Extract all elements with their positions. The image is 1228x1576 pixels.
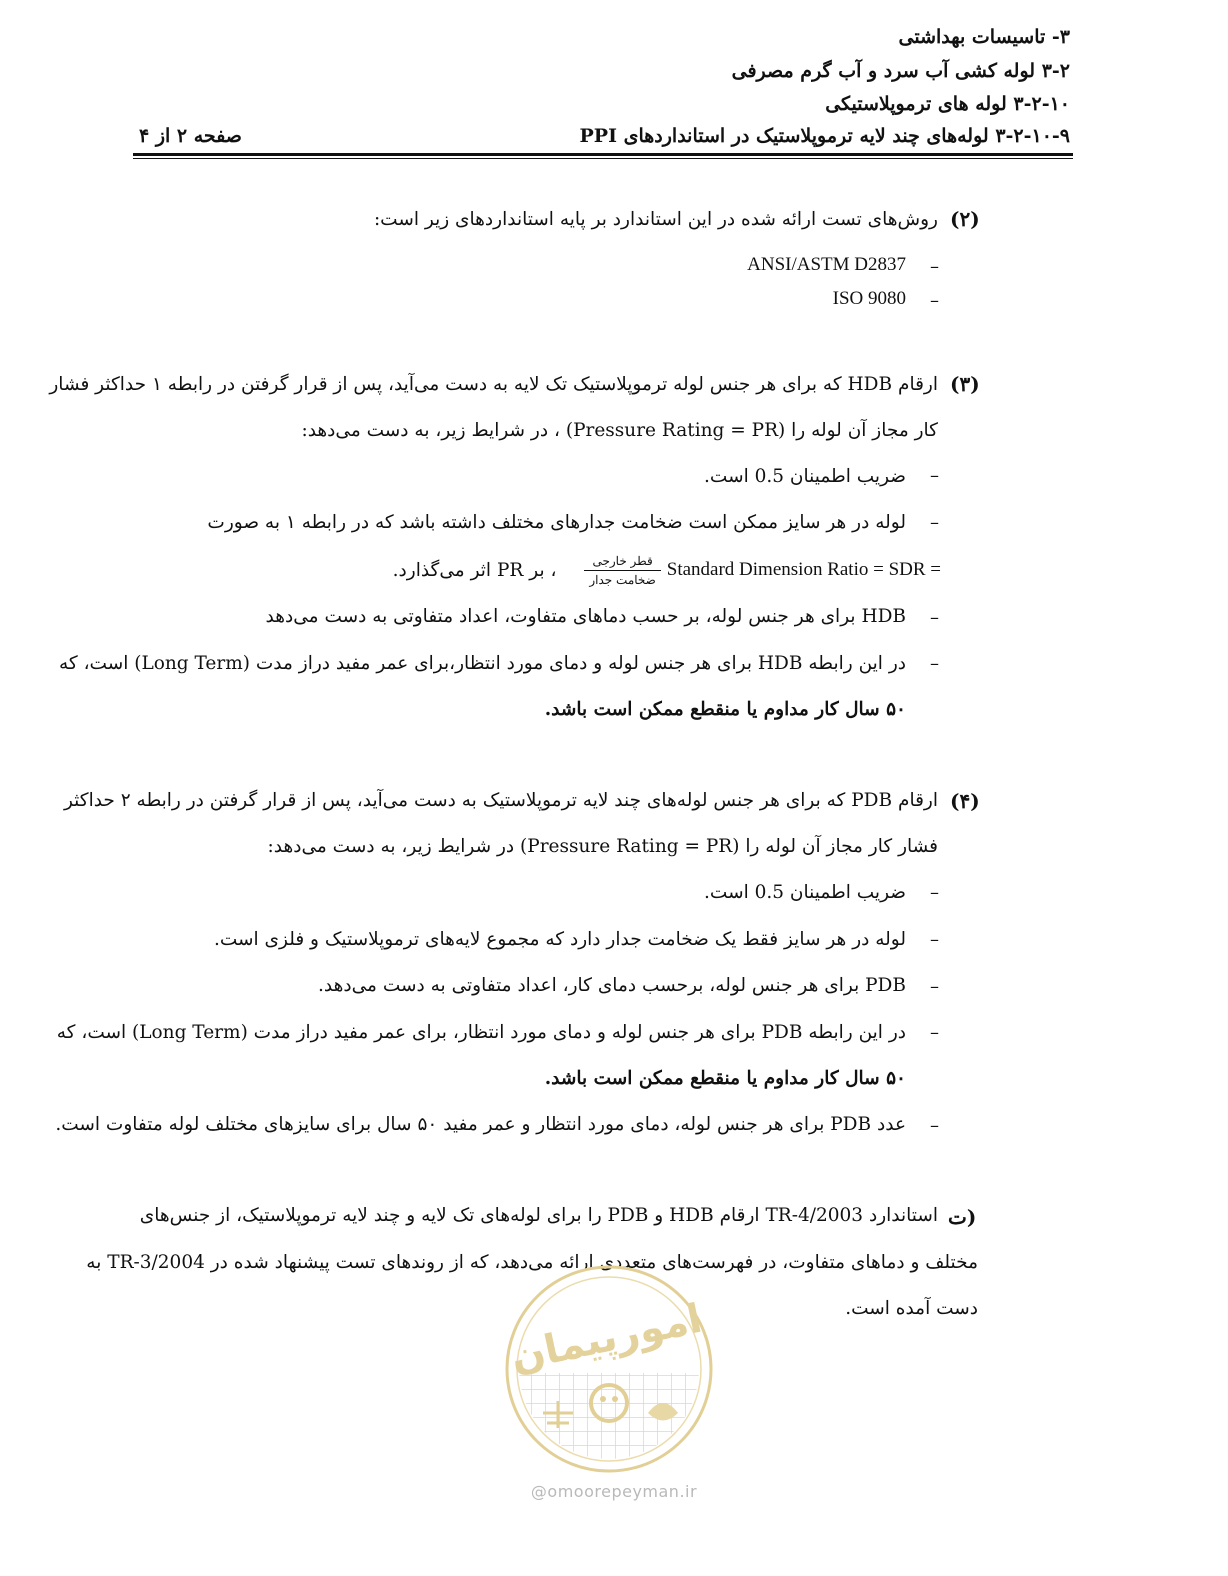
section-3-bullet-4-line-1: در این رابطه HDB برای هر جنس لوله و دمای مورد انتظار،برای عمر مفید دراز مدت (Long Term) است، که — [58, 653, 906, 674]
list-dash: – — [930, 929, 939, 950]
section-number-4: (۴) — [950, 789, 980, 813]
list-dash: – — [930, 290, 939, 311]
section-4-bullet-2: لوله در هر سایز فقط یک ضخامت جدار دارد که مجموع لایه‌های ترموپلاستیک و فلزی است. — [213, 929, 906, 950]
header-line-2: ۳-۲ لوله کشی آب سرد و آب گرم مصرفی — [731, 60, 1070, 82]
section-4-bullet-3: PDB برای هر جنس لوله، برحسب دمای کار، اعداد متفاوتی به دست می‌دهد. — [318, 975, 906, 996]
seal-logo — [503, 1263, 715, 1475]
formula-after-text: ، بر PR اثر می‌گذارد. — [392, 559, 557, 581]
standard-item-2: ISO 9080 — [832, 288, 906, 309]
section-2-text: روش‌های تست ارائه شده در این استاندارد بر پایه استانداردهای زیر است: — [373, 209, 938, 230]
header-line-1: ۳- تاسیسات بهداشتی — [898, 26, 1070, 48]
list-dash: – — [930, 1115, 939, 1136]
page-number: صفحه ۲ از ۴ — [139, 125, 242, 147]
fraction-denominator: ضخامت جدار — [589, 572, 656, 587]
list-dash: – — [930, 256, 939, 277]
fraction-numerator: قطر خارجی — [584, 553, 660, 571]
list-dash: – — [930, 653, 939, 674]
header-line-3: ۳-۲-۱۰ لوله های ترموپلاستیکی — [825, 93, 1070, 115]
section-3-line-1: ارقام HDB که برای هر جنس لوله ترموپلاستیک تک لایه به دست می‌آید، پس از قرار گرفتن در رابطه ۱ حداکثر فشار — [49, 374, 938, 395]
section-t-line-3: دست آمده است. — [845, 1298, 978, 1319]
section-number-3: (۳) — [950, 372, 980, 396]
section-4-bullet-1: ضریب اطمینان 0.5 است. — [704, 882, 906, 903]
watermark-handle: @omoorepeyman.ir — [530, 1482, 698, 1501]
section-3-line-2: کار مجاز آن لوله را (Pressure Rating = PR) ، در شرایط زیر، به دست می‌دهد: — [301, 420, 938, 441]
section-4-line-1: ارقام PDB که برای هر جنس لوله‌های چند لایه ترموپلاستیک به دست می‌آید، پس از قرار گرفتن در رابطه ۲ حداکثر — [63, 790, 938, 811]
list-dash: – — [930, 512, 939, 533]
header-rule-thick — [133, 153, 1073, 156]
section-number-2: (۲) — [950, 207, 980, 231]
section-t-line-2: مختلف و دماهای متفاوت، در فهرست‌های متعددی ارائه می‌دهد، که از روندهای تست پیشنهاد شده در TR-3/2004 به — [86, 1252, 978, 1273]
section-4-bullet-4-line-2: ۵۰ سال کار مداوم یا منقطع ممکن است باشد. — [544, 1068, 906, 1089]
list-dash: – — [930, 1022, 939, 1043]
formula-lhs: Standard Dimension Ratio = SDR = — [666, 559, 941, 580]
sdr-fraction — [584, 553, 660, 588]
header-line-4: ۳-۲-۱۰-۹ لوله‌های چند لایه ترموپلاستیک در استانداردهای PPI — [579, 125, 1070, 147]
standard-item-1: ANSI/ASTM D2837 — [747, 254, 906, 275]
sdr-formula — [393, 545, 941, 595]
list-dash: – — [930, 465, 939, 486]
seal-icon — [503, 1263, 715, 1475]
section-3-bullet-4-line-2: ۵۰ سال کار مداوم یا منقطع ممکن است باشد. — [544, 699, 906, 720]
section-3-bullet-1: ضریب اطمینان 0.5 است. — [704, 466, 906, 487]
section-3-bullet-2: لوله در هر سایز ممکن است ضخامت جدارهای مختلف داشته باشد که در رابطه ۱ به صورت — [207, 512, 906, 533]
section-t-line-1: استاندارد TR-4/2003 ارقام HDB و PDB را برای لوله‌های تک لایه و چند لایه ترموپلاستیک، از جنس‌های — [139, 1205, 938, 1226]
header-rule-thin — [133, 158, 1073, 159]
list-dash: – — [930, 976, 939, 997]
section-label-t: ت) — [948, 1205, 977, 1229]
section-4-bullet-5: عدد PDB برای هر جنس لوله، دمای مورد انتظار و عمر مفید ۵۰ سال برای سایزهای مختلف لوله متفاوت است. — [55, 1114, 906, 1135]
section-3-bullet-3: HDB برای هر جنس لوله، بر حسب دماهای متفاوت، اعداد متفاوتی به دست می‌دهد — [265, 606, 906, 627]
section-4-line-2: فشار کار مجاز آن لوله را (Pressure Rating = PR) در شرایط زیر، به دست می‌دهد: — [267, 836, 938, 857]
list-dash: – — [930, 607, 939, 628]
section-4-bullet-4-line-1: در این رابطه PDB برای هر جنس لوله و دمای مورد انتظار، برای عمر مفید دراز مدت (Long Term) است، که — [56, 1022, 906, 1043]
list-dash: – — [930, 882, 939, 903]
seal-text: امورپیمان — [506, 1295, 706, 1381]
